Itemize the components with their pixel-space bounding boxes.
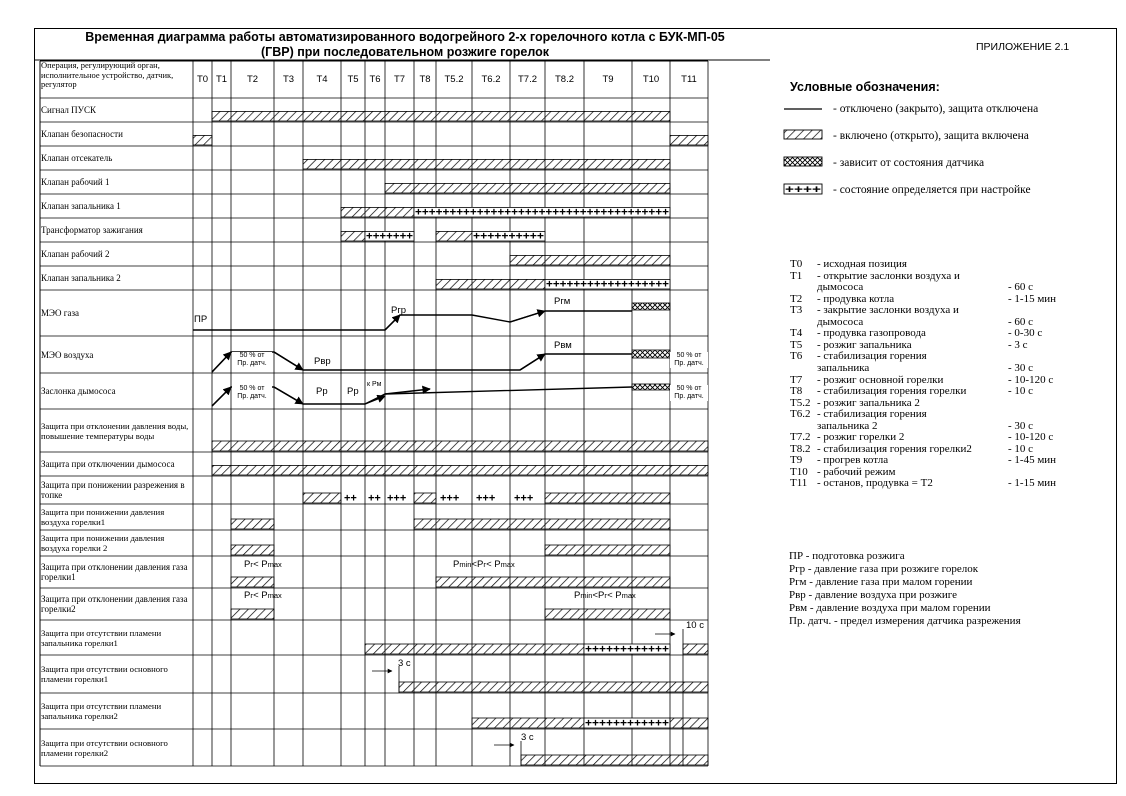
bar-pilot-valve-1: [341, 207, 414, 217]
plus-pilot-valve-1: [414, 207, 670, 219]
row-label: Защита при отсутствии пламени запальника горелки2: [41, 701, 162, 721]
row-label: Клапан запальника 1: [41, 201, 121, 211]
annot-pr: ПР: [194, 314, 208, 325]
legend-sensor: - зависит от состояния датчика: [833, 157, 985, 169]
def-code: T11: [790, 477, 808, 490]
annot-pg-pmax-2: Pг< Pmax: [244, 590, 282, 601]
box-damper-t2: 50 % от Пр. датч.: [232, 385, 272, 401]
svg-text:++++++++++++: ++++++++++++: [585, 717, 669, 730]
annot-k: к Рм: [367, 381, 382, 388]
annot-prg: Ргр: [391, 305, 407, 316]
annot-prm: Ргм: [554, 296, 571, 307]
def-code: T0: [790, 258, 803, 270]
plus-draft-t62: [476, 493, 495, 505]
row-label: Защита при отклонении давления газа горелки2: [41, 594, 188, 614]
def-text: - стабилизация горения: [817, 408, 927, 421]
plus-draft-t6: [368, 493, 381, 505]
def-text: запальника: [817, 361, 870, 374]
legend-on: - включено (открыто), защита включена: [833, 130, 1029, 142]
bar-flame-main2: [521, 755, 708, 765]
col-header-t2: T2: [246, 74, 259, 85]
legend-setup-symbol: [784, 184, 822, 196]
svg-text:+++: +++: [387, 492, 407, 505]
bar-air1-main: [414, 519, 670, 529]
col-header-t6-2: T6.2: [481, 74, 501, 85]
col-header-t7-2: T7.2: [517, 74, 537, 85]
def-code: T7: [790, 373, 803, 386]
def-duration: - 10 с: [1008, 385, 1034, 398]
def-duration: - 30 с: [1008, 419, 1034, 432]
plus-draft-t72: [514, 493, 533, 505]
def-text: дымососа: [817, 315, 864, 328]
bar-gas2-t2: [231, 609, 274, 619]
col-header-t8: T8: [419, 74, 431, 85]
def-text: запальника 2: [817, 419, 878, 432]
legend-off: - отключено (закрыто), защита отключена: [833, 103, 1039, 115]
col-header-t4: T4: [316, 74, 328, 85]
box-mea-air-t11: 50 % от Пр. датч.: [670, 352, 708, 368]
gas-arrow-2: [510, 311, 545, 322]
bar-flame-pilot1-t11: [683, 644, 708, 654]
def-text: - открытие заслонки воздуха и: [817, 269, 960, 282]
legend-heading: Условные обозначения:: [790, 80, 940, 94]
box-damper-t11: 50 % от Пр. датч.: [670, 385, 708, 401]
def-code: T4: [790, 327, 803, 340]
annot-pg-pmax-1: Pг< Pmax: [244, 559, 282, 570]
appendix-label: ПРИЛОЖЕНИЕ 2.1: [976, 41, 1070, 53]
svg-text:+++++++: +++++++: [366, 230, 413, 243]
svg-text:+++: +++: [514, 492, 534, 505]
def-code: T3: [790, 304, 803, 317]
row-label: Клапан запальника 2: [41, 273, 121, 283]
svg-text:+++: +++: [440, 492, 460, 505]
air-arrow-2: [274, 352, 303, 370]
plus-flame-pilot2: [584, 718, 670, 730]
annot-pmin-pg-pmax-1: Pmin<Pг< Pmax: [453, 559, 515, 570]
def-duration: - 1-45 мин: [1008, 454, 1057, 467]
row-label: Защита при отсутствии основного пламени горелки2: [41, 737, 168, 758]
row-label: Защита при отклонении давления воды, повышение температуры воды: [41, 420, 189, 441]
row-label: Клапан рабочий 2: [41, 249, 110, 259]
def-duration: - 60 с: [1008, 315, 1034, 328]
def-duration: - 60 с: [1008, 281, 1034, 294]
plus-ignition-t6: [365, 231, 414, 243]
annot-10s: 10 c: [686, 620, 704, 631]
bar-draft-t4: [303, 493, 341, 503]
row-label: Сигнал ПУСК: [41, 105, 97, 115]
state-bars: [193, 111, 708, 765]
bar-safety-valve-t0: [193, 135, 212, 145]
def-text: - розжиг горелки 2: [817, 431, 905, 444]
col-header-t5: T5: [347, 74, 359, 85]
row-label: Защита при отсутствии основного пламени горелки1: [41, 664, 168, 684]
bar-air2-t2: [231, 545, 274, 555]
col-header-t10: T10: [642, 74, 660, 85]
col-header-t11: T11: [681, 74, 697, 85]
bar-gas1-t2: [231, 577, 274, 587]
col-header-t0: T0: [196, 74, 209, 85]
def-text: - розжиг основной горелки: [817, 373, 944, 386]
def-code: T2: [790, 292, 803, 305]
damper-arrow-1: [212, 387, 231, 406]
col-header-t7: T7: [393, 74, 406, 85]
bar-protect-water: [212, 441, 708, 451]
svg-text:++++++++++++: ++++++++++++: [585, 643, 669, 656]
damper-arrow-2: [274, 387, 303, 404]
svg-text:++: ++: [344, 492, 357, 505]
bar-safety-valve-t11: [670, 135, 708, 145]
row-label: Защита при отсутствии пламени запальника горелки1: [41, 627, 162, 648]
def-code: T8: [790, 385, 803, 398]
def-text: - останов, продувка = T2: [817, 477, 933, 490]
damper-arrow-3: [365, 396, 385, 404]
legend-sensor-symbol: [784, 157, 822, 166]
annot-pr-damper-2: Рр: [347, 386, 359, 397]
annot-pmin-pg-pmax-2: Pmin<Pг< Pmax: [574, 590, 636, 601]
col-header-t1: T1: [215, 74, 228, 85]
bar-cutoff-valve: [303, 159, 670, 169]
gas-arrow-1: [385, 315, 400, 330]
col-header-t9: T9: [602, 74, 614, 85]
row-label: Защита при понижении разрежения в топке: [41, 480, 185, 500]
row-label: Защита при понижении давления воздуха горелки1: [41, 507, 165, 527]
annot-pvm: Рвм: [554, 340, 572, 351]
row-label: Защита при отклонении давления газа горелки1: [41, 562, 188, 582]
air-arrow-3: [520, 354, 545, 370]
def-code: T9: [790, 454, 803, 467]
box-mea-air-t2: 50 % от Пр. датч.: [232, 352, 272, 368]
sensor-bar-gas: [632, 303, 670, 310]
svg-text:++: ++: [368, 492, 381, 505]
def-text: - продувка котла: [817, 292, 895, 305]
annot-3s-1: 3 c: [398, 658, 411, 669]
svg-text:++++++++++++++++++: ++++++++++++++++++: [546, 278, 669, 291]
bar-gas1-main: [436, 577, 670, 587]
row-label: Клапан безопасности: [41, 129, 123, 139]
def-text: - розжиг запальника 2: [817, 396, 920, 409]
def-text: дымососа: [817, 281, 864, 294]
bar-ignition-t5: [341, 231, 365, 241]
gas-actuator-curve: [193, 311, 632, 330]
row-label: Защита при понижении давления воздуха горелки 2: [41, 533, 165, 553]
col-header-t3: T3: [282, 74, 295, 85]
annot-pr-damper-1: Рр: [316, 386, 328, 397]
def-code: T6: [790, 350, 803, 363]
bar-flame-pilot2: [472, 718, 584, 728]
plus-ignition-t62: [472, 231, 545, 243]
legend-setup: - состояние определяется при настройке: [833, 184, 1031, 196]
row-label: МЭО воздуха: [41, 349, 94, 360]
def-code: T10: [790, 465, 808, 478]
def-code: T5.2: [790, 396, 811, 409]
annot-pvr: Рвр: [314, 356, 331, 367]
svg-text:++++++++++: ++++++++++: [473, 230, 544, 243]
bar-flame-pilot2-t11: [670, 718, 708, 728]
def-duration: - 10-120 с: [1008, 431, 1054, 444]
bar-air2-main: [545, 545, 670, 555]
bar-pilot-valve-2: [436, 279, 545, 289]
def-duration: - 1-15 мин: [1008, 477, 1057, 490]
def-duration: - 1-15 мин: [1008, 292, 1057, 305]
plus-draft-t7: [387, 493, 406, 505]
legend-symbols: [784, 109, 822, 196]
row-label: Трансформатор зажигания: [41, 225, 143, 235]
regulator-curves: [193, 311, 683, 766]
def-code: T7.2: [790, 431, 811, 444]
bar-draft-t82: [545, 493, 670, 503]
svg-text:+++: +++: [476, 492, 496, 505]
bar-flame-main1: [399, 682, 708, 692]
def-duration: - 10 с: [1008, 442, 1034, 455]
bar-start-signal: [212, 111, 670, 121]
plus-draft-t52: [440, 493, 459, 505]
def-code: T8.2: [790, 442, 811, 455]
bar-protect-smoke: [212, 465, 708, 475]
svg-text:++++++++++++++++++++++++++++++: +++++++++++++++++++++++++++++++++++++: [415, 206, 669, 219]
row-label: Заслонка дымососа: [41, 386, 116, 396]
row-label: Клапан отсекатель: [41, 153, 113, 163]
sensor-bar-damper: [632, 384, 670, 390]
bar-ignition-t52: [436, 231, 472, 241]
bar-gas2-main: [545, 609, 670, 619]
def-text: - стабилизация горения горелки2: [817, 442, 972, 455]
col-header-t6: T6: [369, 74, 381, 85]
sensor-bar-air: [632, 350, 670, 358]
col-header-t8-2: T8.2: [554, 74, 574, 85]
def-duration: - 30 с: [1008, 361, 1034, 374]
def-duration: - 0-30 с: [1008, 327, 1043, 340]
def-text: - стабилизация горения горелки: [817, 385, 967, 398]
bar-work-valve-2: [510, 255, 670, 265]
def-text: - продувка газопровода: [817, 327, 926, 340]
def-duration: - 3 с: [1008, 338, 1028, 351]
page-title: [40, 30, 770, 60]
def-text: - исходная позиция: [817, 258, 907, 270]
air-arrow-1: [212, 352, 231, 372]
def-code: T1: [790, 269, 803, 282]
legend-on-symbol: [784, 130, 822, 139]
def-text: - закрытие заслонки воздуха и: [817, 304, 959, 317]
plus-flame-pilot1: [584, 644, 670, 656]
header-label: Операция, регулирующий орган, исполнительное устройство, датчик, регулятор: [41, 60, 174, 89]
plus-draft-t5: [344, 493, 357, 505]
def-text: - розжиг запальника: [817, 338, 912, 351]
bar-work-valve-1: [385, 183, 670, 193]
abbreviation-item: Пр. датч. - предел измерения датчика разрежения: [789, 615, 1021, 627]
abbreviation-item: Ргр - давление газа при розжиге горелок: [789, 563, 979, 575]
bar-draft-t8: [414, 493, 436, 503]
def-text: - прогрев котла: [817, 454, 889, 467]
row-label: Защита при отключении дымососа: [41, 459, 175, 469]
def-text: - стабилизация горения: [817, 350, 927, 363]
abbreviation-item: Ргм - давление газа при малом горении: [789, 576, 973, 588]
title-line-1: Временная диаграмма работы автоматизированного водогрейного 2-х горелочного котла с БУК-МП-05: [85, 30, 725, 44]
def-duration: - 10-120 с: [1008, 373, 1054, 386]
title-line-2: (ГВР) при последовательном розжиге горелок: [260, 45, 550, 59]
def-code: T6.2: [790, 408, 811, 421]
row-label: МЭО газа: [41, 308, 80, 318]
air-actuator-curve: [212, 352, 632, 372]
def-text: - рабочий режим: [817, 465, 896, 478]
svg-text:++++: ++++: [785, 184, 821, 196]
annot-3s-2: 3 c: [521, 732, 534, 743]
abbreviation-item: Рвм - давление воздуха при малом горении: [789, 602, 991, 614]
abbreviation-item: ПР - подготовка розжига: [789, 550, 905, 562]
def-code: T5: [790, 338, 803, 351]
plus-pilot-valve-2: [545, 279, 670, 291]
col-header-t5-2: T5.2: [444, 74, 464, 85]
abbreviation-item: Рвр - давление воздуха при розжиге: [789, 589, 958, 601]
row-label: Клапан рабочий 1: [41, 177, 110, 187]
bar-flame-pilot1: [365, 644, 584, 654]
bar-air1-t2: [231, 519, 274, 529]
